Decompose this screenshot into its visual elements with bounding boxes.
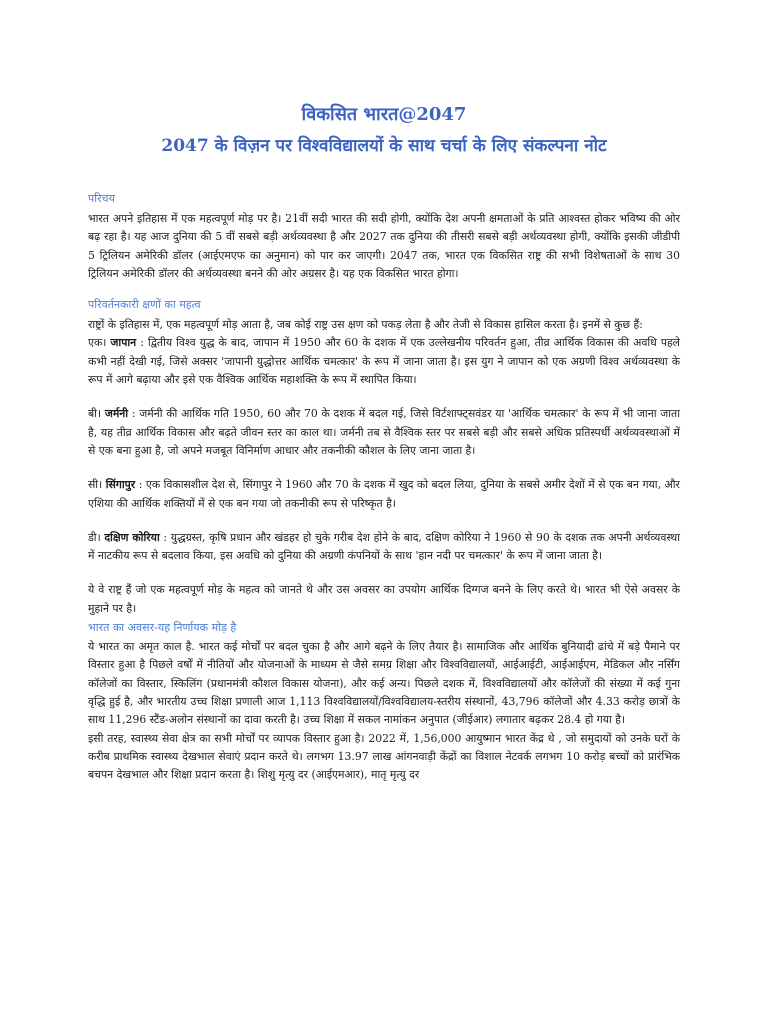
germany-paragraph [88,405,680,460]
germany-text: : जर्मनी की आर्थिक गति 1950, 60 और 70 के दशक में बदल गई, जिसे विर्टशाफ्ट्सवंडर या 'आर्थिक चमत्कार' के रूप में भी जाना जाता है, यह तीव्र आर्थिक विकास और बढ़ते जीवन स्तर का काल था। जर्मनी तब से वैश्विक स्तर पर सबसे बड़ी और सबसे अधिक प्रतिस्पर्धी अर्थव्यवस्थाओं में से एक बना हुआ है, जो अपने मजबूत विनिर्माण आधार और तकनीकी कौशल के लिए जाना जाता है। [88,407,681,457]
document-subtitle: 2047 के विज़न पर विश्वविद्यालयों के साथ चर्चा के लिए संकल्पना नोट [161,136,607,156]
korea-text: : युद्धग्रस्त, कृषि प्रधान और खंडहर हो चुके गरीब देश होने के बाद, दक्षिण कोरिया ने 1960 से 90 के दशक तक अपनी अर्थव्यवस्था में नाटकीय रूप से बदलाव किया, इस अवधि को दुनिया की अग्रणी कंपनियों के साथ 'हान नदी पर चमत्कार' के रूप में जाना जाता है। [88,530,681,563]
india-paragraph-1: ये भारत का अमृत काल है. भारत कई मोर्चों पर बदल चुका है और आगे बढ़ने के लिए तैयार है। सामाजिक और आर्थिक बुनियादी ढांचे में बड़े पैमाने पर विस्तार हुआ है पिछले वर्षों में नीतियों और योजनाओं के माध्यम से जैसे समग्र शिक्षा और विश्वविद्यालयों, आईआईटी, आईआईएम, मेडिकल और नर्सिंग कॉलेजों का विस्तार, स्किलिंग (प्रधानमंत्री कौशल विकास योजना), और कई अन्य। पिछले दशक में, विश्वविद्यालयों और कॉलेजों की संख्या में कई गुना वृद्धि हुई है, और भारतीय उच्च शिक्षा प्रणाली आज 1,113 विश्वविद्यालयों/विश्वविद्यालय-स्तरीय संस्थानों, 43,796 कॉलेजों और 4.33 करोड़ छात्रों के साथ 11,296 स्टैंड-अलोन संस्थानों का दावा करती है। उच्च शिक्षा में सकल नामांकन अनुपात (जीईआर) लगातार बढ़कर 28.4 हो गया है। [88,640,680,727]
document-title: विकसित भारत@2047 [301,104,467,125]
singapore-text: : एक विकासशील देश से, सिंगापुर ने 1960 और 70 के दशक में खुद को बदल लिया, दुनिया के सबसे अमीर देशों में से एक बन गया, और एशिया की आर्थिक शक्तियों में से एक बन गया जो तकनीकी रूप से परिष्कृत है। [88,478,680,510]
section-heading-intro: परिचय [88,192,115,205]
germany-prefix: बी। [88,407,102,421]
intro-paragraph: भारत अपने इतिहास में एक महत्वपूर्ण मोड़ पर है। 21वीं सदी भारत की सदी होगी, क्योंकि देश अपनी क्षमताओं के प्रति आश्वस्त होकर भविष्य की ओर बढ़ रहा है। यह आज दुनिया की 5 वीं सबसे बड़ी अर्थव्यवस्था है और 2027 तक दुनिया की तीसरी सबसे बड़ी अर्थव्यवस्था होगी, क्योंकि इसकी जीडीपी 5 ट्रिलियन अमेरिकी डॉलर (आईएमएफ का अनुमान) को पार कर जाएगी। 2047 तक, भारत एक विकसित राष्ट्र की सभी विशेषताओं के साथ 30 ट्रिलियन अमेरिकी डॉलर की अर्थव्यवस्था बनने की ओर अग्रसर है। यह एक विकसित भारत होगा। [88,212,680,280]
korea-paragraph [88,529,680,566]
korea-prefix: डी। [88,530,101,544]
section-heading-india: भारत का अवसर-यह निर्णायक मोड़ है [88,621,237,635]
japan-name: जापान [110,336,137,350]
india-paragraph-2: इसी तरह, स्वास्थ्य सेवा क्षेत्र का सभी मोर्चों पर व्यापक विस्तार हुआ है। 2022 में, 1,56,000 आयुष्मान भारत केंद्र थे , जो समुदायों को उनके घरों के करीब प्राथमिक स्वास्थ्य देखभाल सेवाएं प्रदान करते थे। लगभग 13.97 लाख आंगनवाड़ी केंद्रों का विशाल नेटवर्क लगभग 10 करोड़ बच्चों को प्रारंभिक बचपन देखभाल और शिक्षा प्रदान करता है। शिशु मृत्यु दर (आईएमआर), मातृ मृत्यु दर [88,731,680,782]
germany-name: जर्मनी [104,407,129,421]
japan-paragraph: एक। जापान : द्वितीय विश्व युद्ध के बाद, जापान में 1950 और 60 के दशक में एक उल्लेखनीय परिवर्तन हुआ, तीव्र आर्थिक विकास की अवधि पहले कभी नहीं देखी गई, जिसे अक्सर 'जापानी युद्धोत्तर आर्थिक चमत्कार' के रूप में जाना जाता है। इस युग ने जापान को एक अग्रणी विश्व अर्थव्यवस्था के रूप में आगे बढ़ाया और इसे एक वैश्विक आर्थिक महाशक्ति के रूप में स्थापित किया। [88,336,680,387]
singapore-paragraph [88,476,680,513]
japan-text: : द्वितीय विश्व युद्ध के बाद, जापान में 1950 और 60 के दशक में एक उल्लेखनीय परिवर्तन हुआ, तीव्र आर्थिक विकास की अवधि पहले कभी नहीं देखी गई, जिसे अक्सर 'जापानी युद्धोत्तर आर्थिक चमत्कार' के रूप में जाना जाता है। इस युग ने जापान को एक अग्रणी विश्व अर्थव्यवस्था के रूप में आगे बढ़ाया और इसे एक वैश्विक आर्थिक महाशक्ति के रूप में स्थापित किया। [88,336,680,387]
singapore-name: सिंगापुर [105,478,136,492]
japan-prefix: एक [88,336,103,350]
section-heading-moments: परिवर्तनकारी क्षणों का महत्व [88,298,201,312]
singapore-prefix: सी। [88,478,103,492]
moments-closing-paragraph: ये वे राष्ट्र हैं जो एक महत्वपूर्ण मोड़ के महत्व को जानते थे और उस अवसर का उपयोग आर्थिक दिग्गज बनने के लिए करते थे। भारत भी ऐसे अवसर के मुहाने पर है। [88,583,680,615]
korea-name: दक्षिण कोरिया [104,530,160,544]
moments-intro-paragraph: राष्ट्रों के इतिहास में, एक महत्वपूर्ण मोड़ आता है, जब कोई राष्ट्र उस क्षण को पकड़ लेता है और तेजी से विकास हासिल करता है। इनमें से कुछ हैं: [88,318,643,332]
